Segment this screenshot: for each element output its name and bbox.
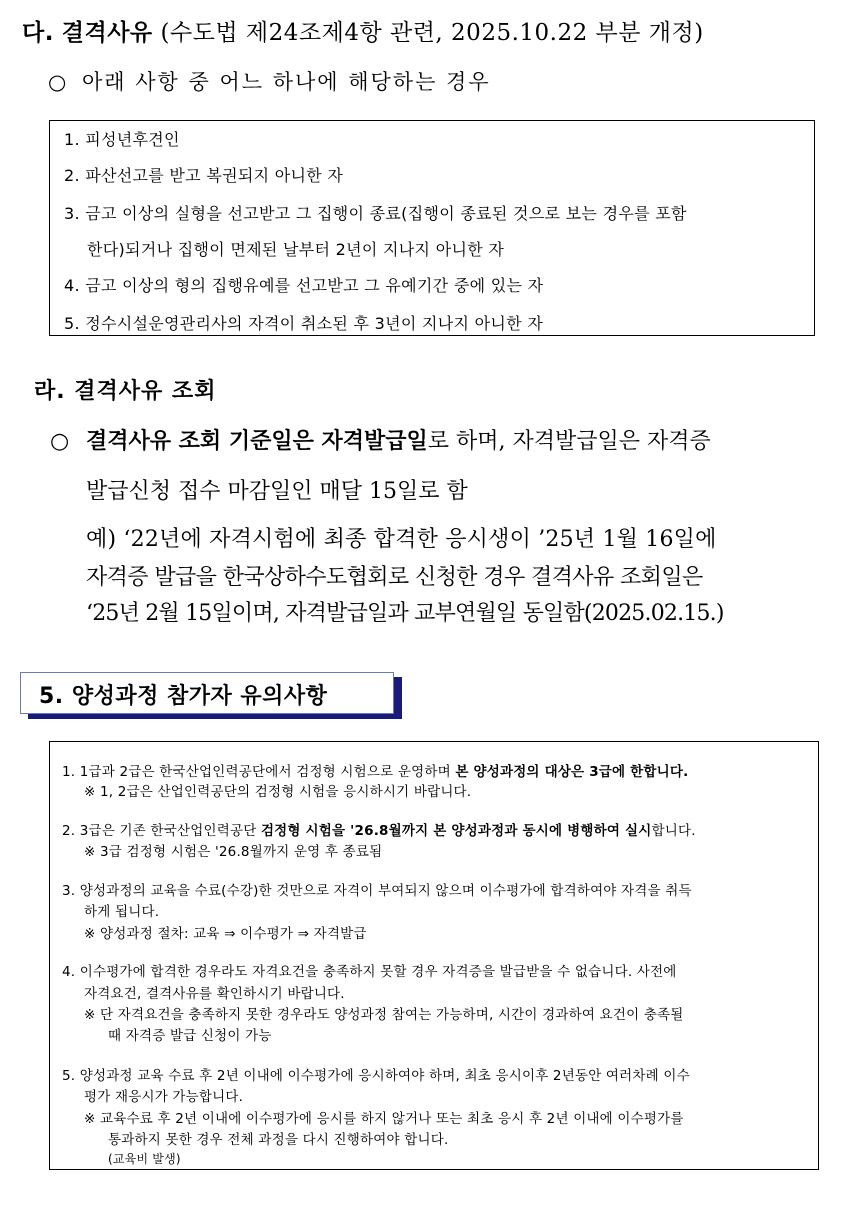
list-item-continuation: 한다)되거나 집행이 면제된 날부터 2년이 지나지 아니한 자 <box>87 240 505 259</box>
circle-bullet-icon: ○ <box>50 429 70 454</box>
ra-example-2: 자격증 발급을 한국상하수도협회로 신청한 경우 결격사유 조회일은 <box>86 565 703 590</box>
note-5-sub-cont: 통과하지 못한 경우 전체 과정을 다시 진행하여야 합니다. <box>108 1132 449 1148</box>
note-1-bold: 본 양성과정의 대상은 3급에 한합니다. <box>455 764 689 780</box>
note-5: 5. 양성과정 교육 수료 후 2년 이내에 이수평가에 응시하여야 하며, 최초 응시이후 2년동안 여러차례 이수 <box>62 1068 690 1084</box>
section-5-title: 5. 양성과정 참가자 유의사항 <box>39 684 328 709</box>
note-5-cont: 평가 재응시가 가능합니다. <box>84 1089 244 1105</box>
note-1 <box>62 760 688 780</box>
note-2-end: 합니다. <box>651 823 696 839</box>
ra-line1-rest: 로 하며, 자격발급일은 자격증 <box>427 429 711 454</box>
ra-bold-text: 결격사유 조회 기준일은 자격발급일 <box>86 429 428 454</box>
note-3: 3. 양성과정의 교육을 수료(수강)한 것만으로 자격이 부여되지 않으며 이수평가에 합격하여야 자격을 취득 <box>62 883 692 899</box>
note-4: 4. 이수평가에 합격한 경우라도 자격요건을 충족하지 못할 경우 자격증을 발급받을 수 없습니다. 사전에 <box>62 964 677 980</box>
note-1-sub: ※ 1, 2급은 산업인력공단의 검정형 시험을 응시하시기 바랍니다. <box>84 784 472 800</box>
note-2-sub: ※ 3급 검정형 시험은 '26.8월까지 운영 후 종료됨 <box>84 844 383 860</box>
section-5-heading-box <box>20 672 394 714</box>
section-ra-heading: 라. 결격사유 조회 <box>34 379 217 404</box>
note-4-sub: ※ 단 자격요건을 충족하지 못한 경우라도 양성과정 참여는 가능하며, 시간이 경과하여 요건이 충족될 <box>84 1007 684 1023</box>
disqualification-list-box <box>49 120 815 336</box>
ra-example-1: 예) ‘22년에 자격시험에 최종 합격한 응시생이 ’25년 1월 16일에 <box>86 527 717 552</box>
list-item: 2. 파산선고를 받고 복권되지 아니한 자 <box>64 166 344 185</box>
note-5-sub: ※ 교육수료 후 2년 이내에 이수평가에 응시를 하지 않거나 또는 최초 응시 후 2년 이내에 이수평가를 <box>84 1111 684 1127</box>
list-item: 5. 정수시설운영관리사의 자격이 취소된 후 3년이 지나지 아니한 자 <box>64 314 544 333</box>
note-4-cont: 자격요건, 결격사유를 확인하시기 바랍니다. <box>84 986 345 1002</box>
da-intro-text: 아래 사항 중 어느 하나에 해당하는 경우 <box>82 70 491 94</box>
ra-line-1 <box>50 424 711 455</box>
list-item: 1. 피성년후견인 <box>64 130 180 149</box>
ra-line-2: 발급신청 접수 마감일인 매달 15일로 함 <box>86 479 468 504</box>
list-item: 4. 금고 이상의 형의 집행유예를 선고받고 그 유예기간 중에 있는 자 <box>64 276 544 295</box>
section-da-title: 결격사유 <box>61 20 153 46</box>
note-2-text: 2. 3급은 기존 한국산업인력공단 <box>62 823 261 839</box>
section-da-note: (수도법 제24조제4항 관련, 2025.10.22 부분 개정) <box>160 20 704 46</box>
note-5-sub-paren: (교육비 발생) <box>108 1152 181 1166</box>
notes-box <box>49 741 819 1170</box>
list-item: 3. 금고 이상의 실형을 선고받고 그 집행이 종료(집행이 종료된 것으로 보는 경우를 포함 <box>64 204 687 223</box>
ra-example-3: ‘25년 2월 15일이며, 자격발급일과 교부연월일 동일함(2025.02.15.) <box>86 601 724 626</box>
note-4-sub-cont: 때 자격증 발급 신청이 가능 <box>108 1028 272 1044</box>
circle-bullet-icon: ○ <box>48 70 69 94</box>
note-3-sub: ※ 양성과정 절차: 교육 ⇒ 이수평가 ⇒ 자격발급 <box>84 926 367 942</box>
note-2 <box>62 819 696 839</box>
section-da-heading <box>22 14 704 47</box>
note-2-bold: 검정형 시험을 '26.8월까지 본 양성과정과 동시에 병행하여 실시 <box>260 823 652 839</box>
note-1-text: 1. 1급과 2급은 한국산업인력공단에서 검정형 시험으로 운영하며 <box>62 764 456 780</box>
da-intro <box>48 66 491 96</box>
section-da-label: 다. <box>22 20 54 46</box>
note-3-cont: 하게 됩니다. <box>84 904 160 920</box>
